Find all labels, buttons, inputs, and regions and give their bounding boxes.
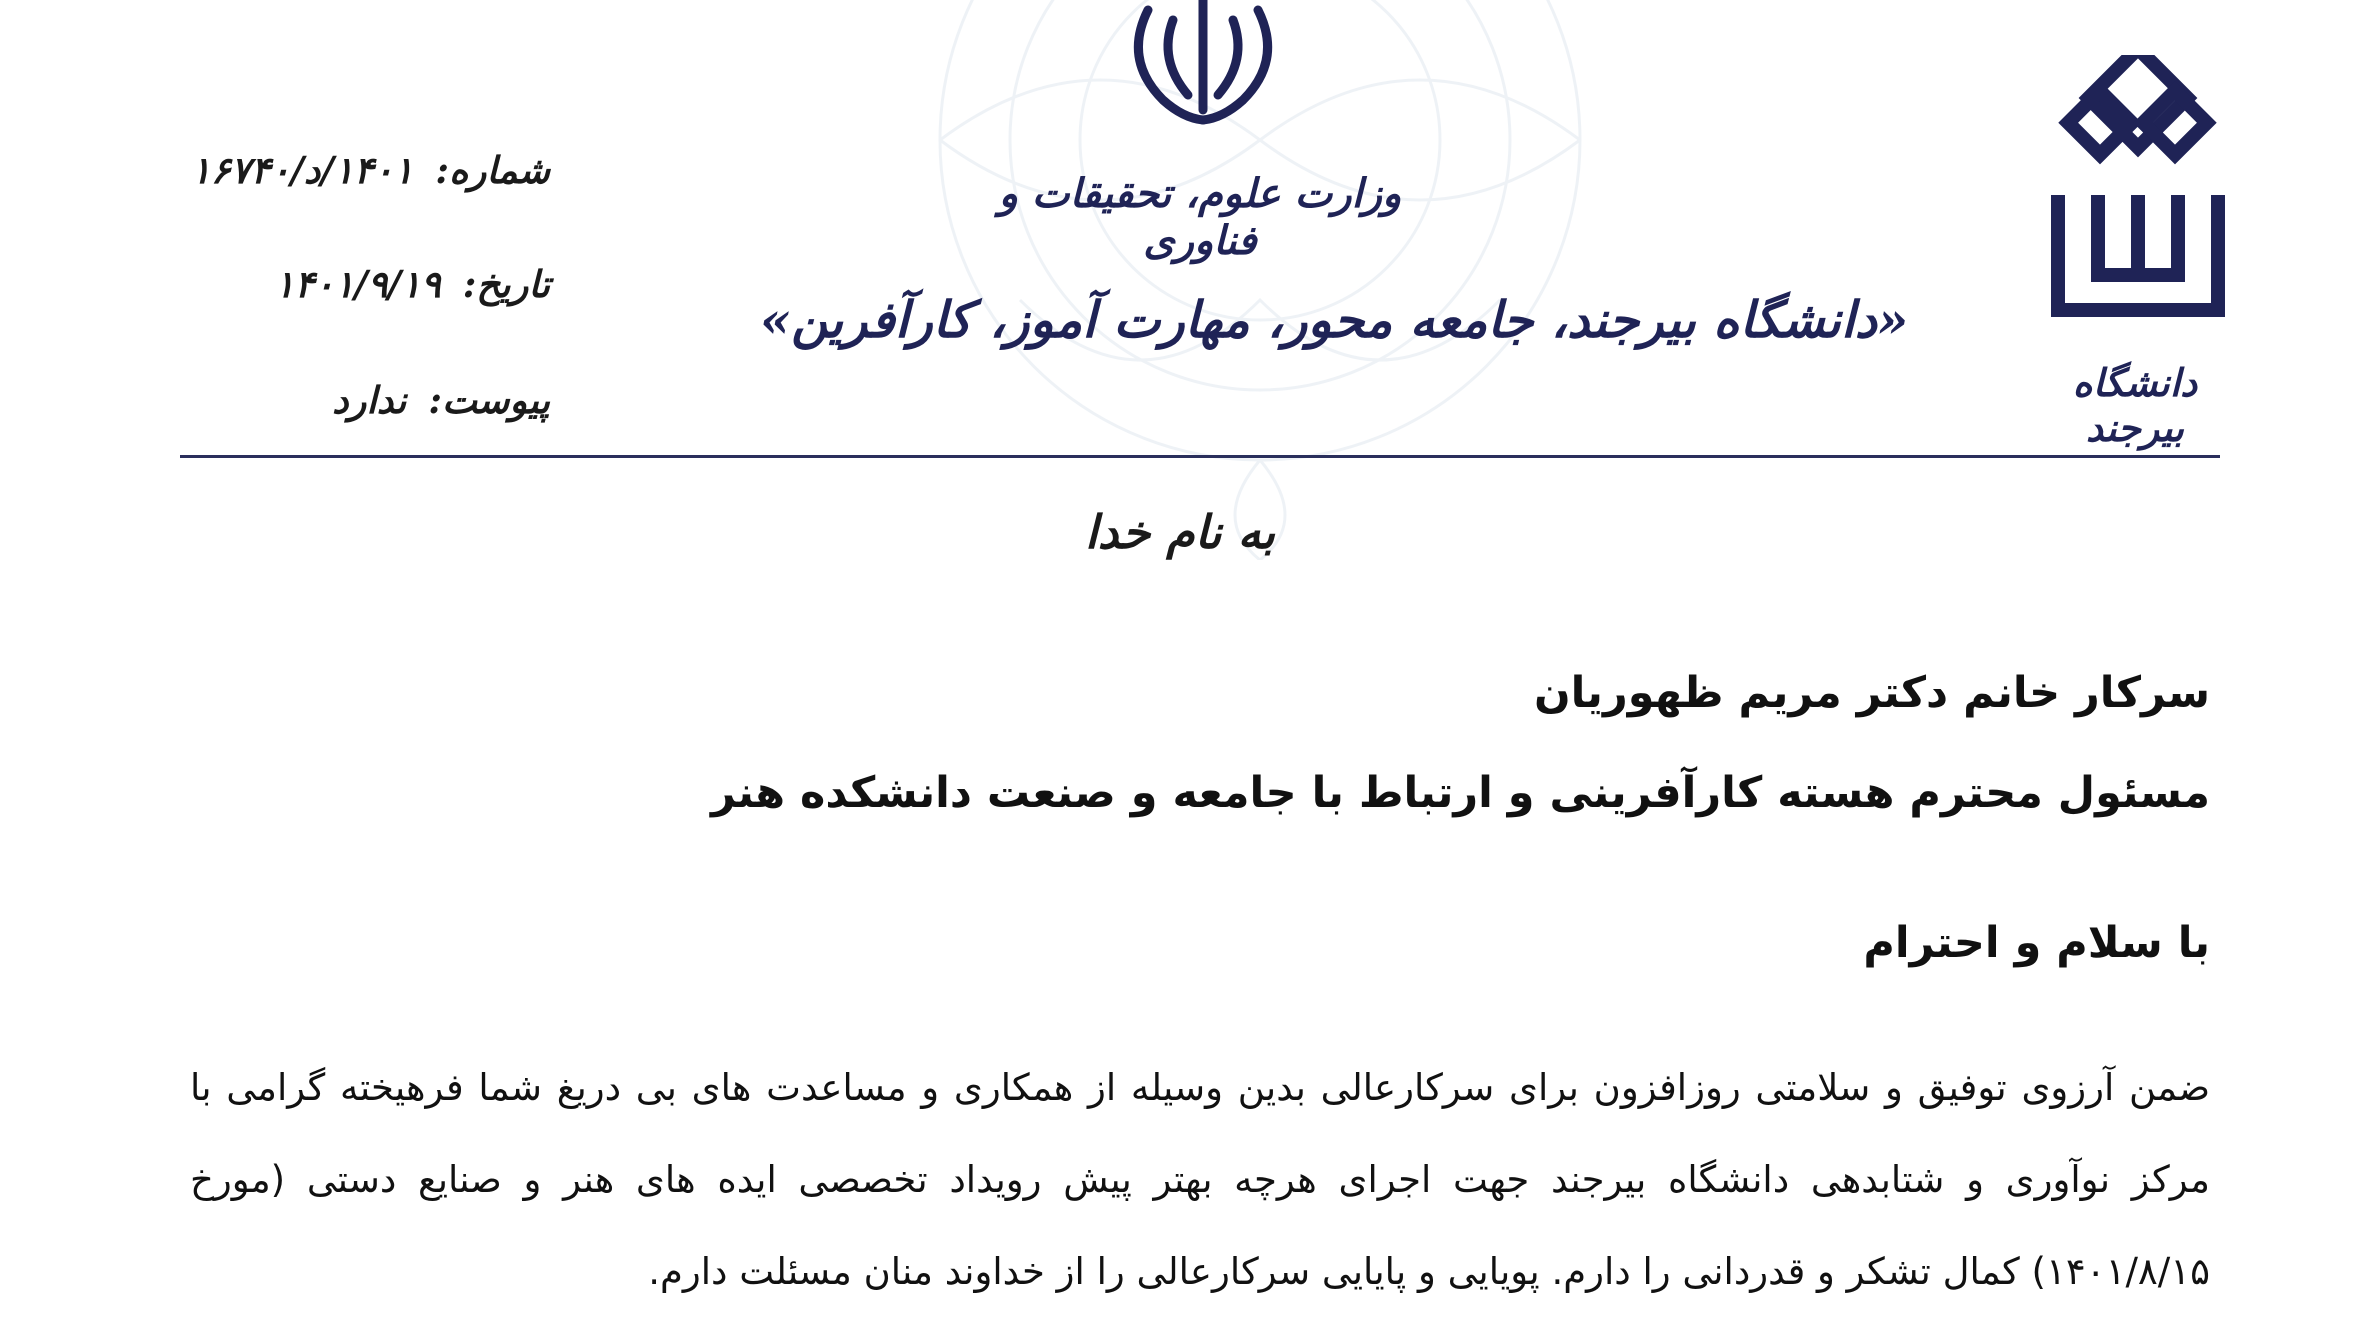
date-value: ۱۴۰۱/۹/۱۹ [274,262,441,306]
university-logo-text: دانشگاه بیرجند [2072,360,2198,450]
attachment-value: ندارد [332,378,407,422]
university-slogan: «دانشگاه بیرجند، جامعه محور، مهارت آموز، کارآفرین» [760,290,1909,349]
number-row [191,148,550,192]
ministry-name: وزارت علوم، تحقیقات و فناوری [998,170,1402,264]
attachment-row [332,378,550,422]
attachment-label: پیوست: [428,378,550,422]
number-label: شماره: [435,148,550,192]
number-value: ۱۴۰۱/د/۱۶۷۴۰ [191,148,414,192]
university-logo [2048,55,2228,325]
national-emblem-icon [1118,0,1288,130]
header-divider [180,455,2220,458]
recipient-title: مسئول محترم هسته کارآفرینی و ارتباط با جامعه و صنعت دانشکده هنر [710,768,2210,818]
bismillah: به نام خدا [1084,505,1276,559]
date-label: تاریخ: [462,262,550,306]
recipient-name: سرکار خانم دکتر مریم ظهوریان [1533,668,2210,718]
greeting: با سلام و احترام [1863,918,2210,968]
date-row [275,262,550,306]
letter-body: ضمن آرزوی توفیق و سلامتی روزافزون برای سرکارعالی بدین وسیله از همکاری و مساعدت های بی دریغ شما فرهیخته گرامی با مرکز نوآوری و شتابدهی دانشگاه بیرجند جهت اجرای هرچه بهتر پیش رویداد تخصصی ایده های هنر و صنایع دستی (مورخ ۱۴۰۱/۸/۱۵) کمال تشکر و قدردانی را دارم. پویایی و پایایی سرکارعالی را از خداوند منان مسئلت دارم. [190,1066,2210,1293]
